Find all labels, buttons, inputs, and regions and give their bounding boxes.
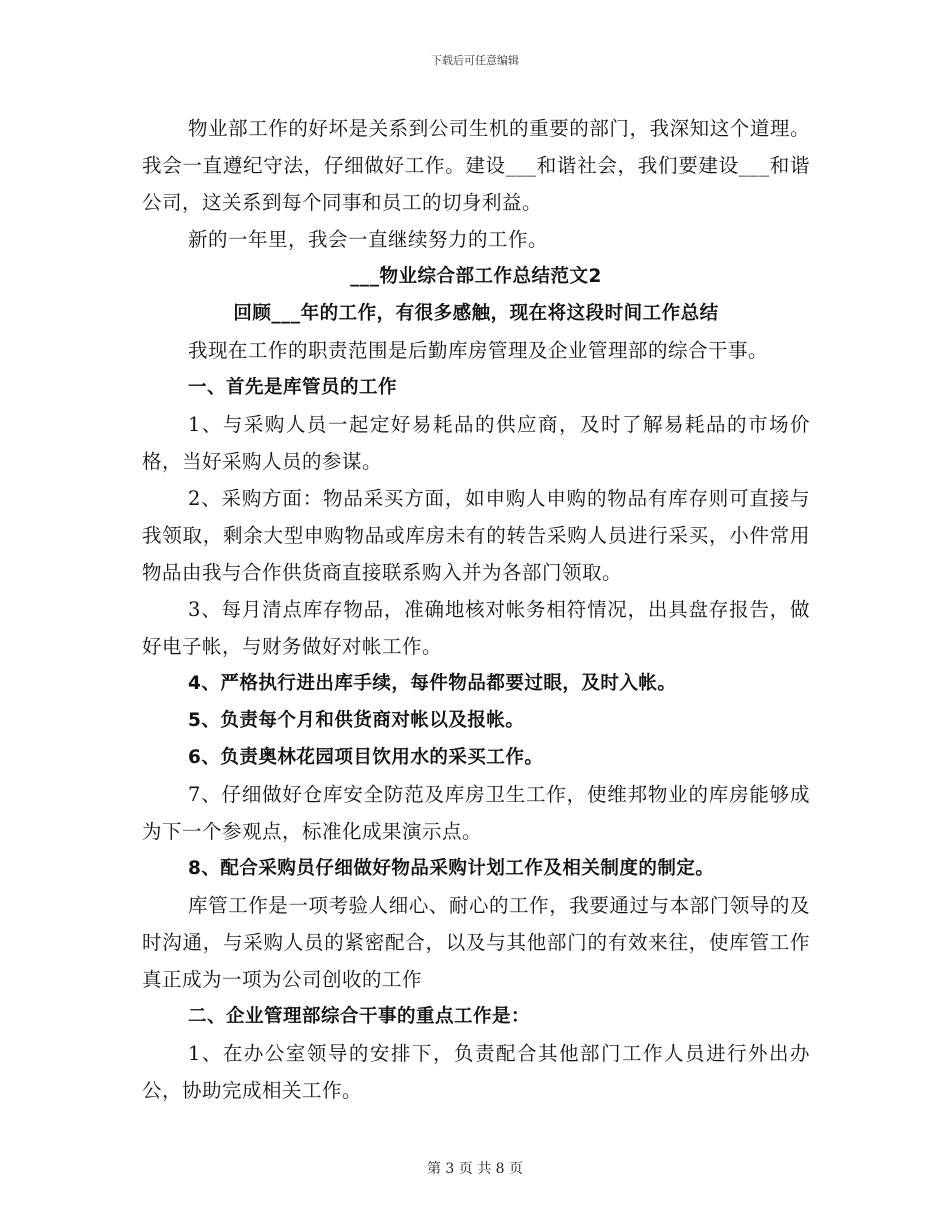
paragraph: 库管工作是一项考验人细心、耐心的工作，我要通过与本部门领导的及时沟通，与采购人员的紧密配合，以及与其他部门的有效来往，使库管工作真正成为一项为公司创收的工作: [142, 894, 810, 991]
list-item: 8、配合采购员仔细做好物品采购计划工作及相关制度的制定。: [188, 858, 715, 879]
heading: 二、企业管理部综合干事的重点工作是：: [188, 1006, 531, 1027]
paragraph: 新的一年里，我会一直继续努力的工作。: [188, 228, 549, 251]
section-title: ___物业综合部工作总结范文2: [350, 266, 602, 287]
paragraph: 物业部工作的好坏是关系到公司生机的重要的部门，我深知这个道理。我会一直遵纪守法，仔细做好工作。建设___和谐社会，我们要建设___和谐公司，这关系到每个同事和员工的切身利益。: [142, 117, 810, 214]
list-item: 4、严格执行进出库手续，每件物品都要过眼，及时入帐。: [188, 673, 677, 694]
list-item: 1、在办公室领导的安排下，负责配合其他部门工作人员进行外出办公，协助完成相关工作。: [142, 1042, 810, 1102]
page-footer: 第 3 页 共 8 页: [426, 1161, 524, 1177]
section-subtitle: 回顾___年的工作，有很多感触，现在将这段时间工作总结: [233, 303, 719, 324]
page-header: 下载后可任意编辑: [431, 54, 519, 67]
list-item: 7、仔细做好仓库安全防范及库房卫生工作，使维邦物业的库房能够成为下一个参观点，标准化成果演示点。: [142, 783, 810, 843]
list-item: 1、与采购人员一起定好易耗品的供应商，及时了解易耗品的市场价格，当好采购人员的参谋。: [142, 413, 810, 473]
list-item: 5、负责每个月和供货商对帐以及报帐。: [188, 710, 525, 731]
list-item: 6、负责奥林花园项目饮用水的采买工作。: [188, 747, 544, 768]
document-body: [142, 110, 810, 1109]
paragraph: 我现在工作的职责范围是后勤库房管理及企业管理部的综合干事。: [188, 339, 769, 362]
heading: 一、首先是库管员的工作: [188, 377, 398, 398]
list-item: 2、采购方面：物品采买方面，如申购人申购的物品有库存则可直接与我领取，剩余大型申购物品或库房未有的转告采购人员进行采买，小件常用物品由我与合作供货商直接联系购入并为各部门领取。: [142, 487, 810, 584]
list-item: 3、每月清点库存物品，准确地核对帐务相符情况，出具盘存报告，做好电子帐，与财务做好对帐工作。: [142, 598, 810, 658]
